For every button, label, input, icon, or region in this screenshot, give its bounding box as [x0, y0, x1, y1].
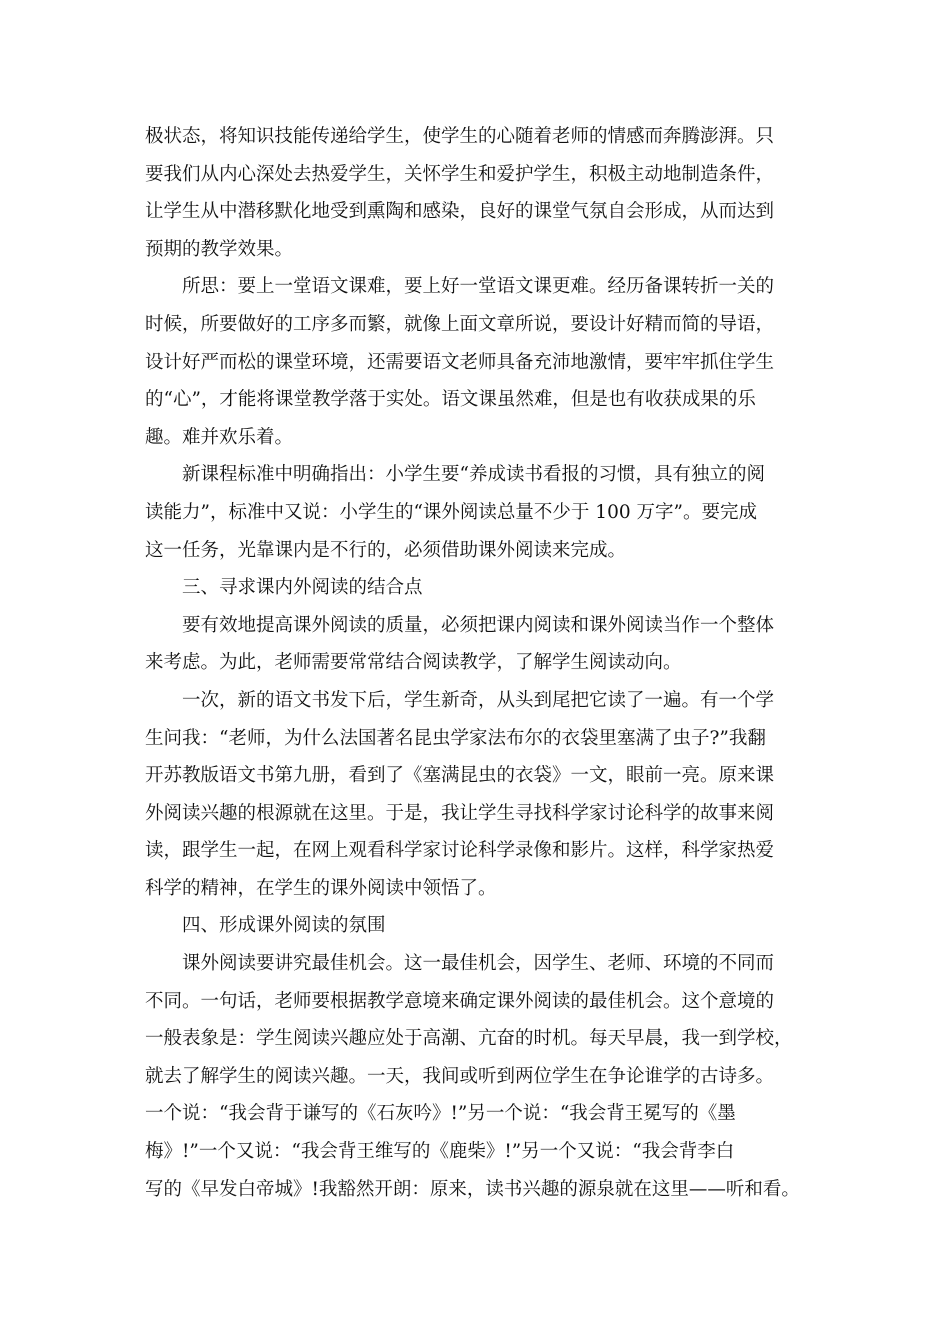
text-line: 科学的精神，在学生的课外阅读中领悟了。	[145, 877, 497, 899]
text-line: 新课程标准中明确指出：小学生要“养成读书看报的习惯，具有独立的阅	[145, 464, 765, 486]
paragraph-best-opportunity	[145, 945, 825, 1208]
text-line: 生问我：“老师，为什么法国著名昆虫学家法布尔的衣袋里塞满了虫子?”我翻	[145, 727, 766, 749]
text-line: 的“心”，才能将课堂教学落于实处。语文课虽然难，但是也有收获成果的乐	[145, 389, 756, 411]
section-heading-3	[145, 569, 825, 607]
text-line: 设计好严而松的课堂环境，还需要语文老师具备充沛地激情，要牢牢抓住学生	[145, 351, 775, 373]
text-line: 让学生从中潜移默化地受到熏陶和感染，良好的课堂气氛自会形成，从而达到	[145, 201, 775, 223]
text-line: 来考虑。为此，老师需要常常结合阅读教学，了解学生阅读动向。	[145, 652, 682, 674]
paragraph-example-fabre	[145, 682, 825, 908]
paragraph-integration	[145, 607, 825, 682]
text-line: 极状态，将知识技能传递给学生，使学生的心随着老师的情感而奔腾澎湃。只	[145, 126, 775, 147]
paragraph-curriculum-standard	[145, 456, 825, 569]
text-line: 一次，新的语文书发下后，学生新奇，从头到尾把它读了一遍。有一个学	[145, 689, 775, 711]
text-line: 时候，所要做好的工序多而繁，就像上面文章所说，要设计好精而简的导语，	[145, 313, 775, 335]
text-line: 外阅读兴趣的根源就在这里。于是，我让学生寻找科学家讨论科学的故事来阅	[145, 802, 775, 824]
text-line: 要我们从内心深处去热爱学生，关怀学生和爱护学生，积极主动地制造条件，	[145, 163, 775, 185]
text-line: 读能力”，标准中又说：小学生的“课外阅读总量不少于 100 万字”。要完成	[145, 501, 757, 523]
section-heading-4	[145, 907, 825, 945]
text-line: 这一任务，光靠课内是不行的，必须借助课外阅读来完成。	[145, 539, 627, 561]
paragraph-continuation	[145, 118, 825, 268]
text-line: 课外阅读要讲究最佳机会。这一最佳机会，因学生、老师、环境的不同而	[145, 953, 775, 975]
text-line: 开苏教版语文书第九册，看到了《塞满昆虫的衣袋》一文，眼前一亮。原来课	[145, 765, 775, 787]
heading-line: 三、寻求课内外阅读的结合点	[145, 577, 423, 599]
text-line: 一个说：“我会背于谦写的《石灰吟》!”另一个说：“我会背王冕写的《墨	[145, 1103, 736, 1125]
heading-line: 四、形成课外阅读的氛围	[145, 915, 386, 937]
text-line: 所思：要上一堂语文课难，要上好一堂语文课更难。经历备课转折一关的	[145, 276, 775, 298]
paragraph-reflection	[145, 268, 825, 456]
document-body	[145, 118, 825, 1208]
text-line: 要有效地提高课外阅读的质量，必须把课内阅读和课外阅读当作一个整体	[145, 614, 775, 636]
text-line: 趣。难并欢乐着。	[145, 426, 294, 448]
text-line: 不同。一句话，老师要根据教学意境来确定课外阅读的最佳机会。这个意境的	[145, 990, 775, 1012]
text-line: 一般表象是：学生阅读兴趣应处于高潮、亢奋的时机。每天早晨，我一到学校，	[145, 1028, 793, 1050]
text-line: 就去了解学生的阅读兴趣。一天，我间或听到两位学生在争论谁学的古诗多。	[145, 1065, 775, 1087]
text-line: 读，跟学生一起，在网上观看科学家讨论科学录像和影片。这样，科学家热爱	[145, 840, 775, 862]
text-line: 梅》!”一个又说：“我会背王维写的《鹿柴》!”另一个又说：“我会背李白	[145, 1141, 735, 1163]
text-line: 写的《早发白帝城》!我豁然开朗：原来，读书兴趣的源泉就在这里——听和看。	[145, 1178, 800, 1200]
text-line: 预期的教学效果。	[145, 238, 294, 260]
